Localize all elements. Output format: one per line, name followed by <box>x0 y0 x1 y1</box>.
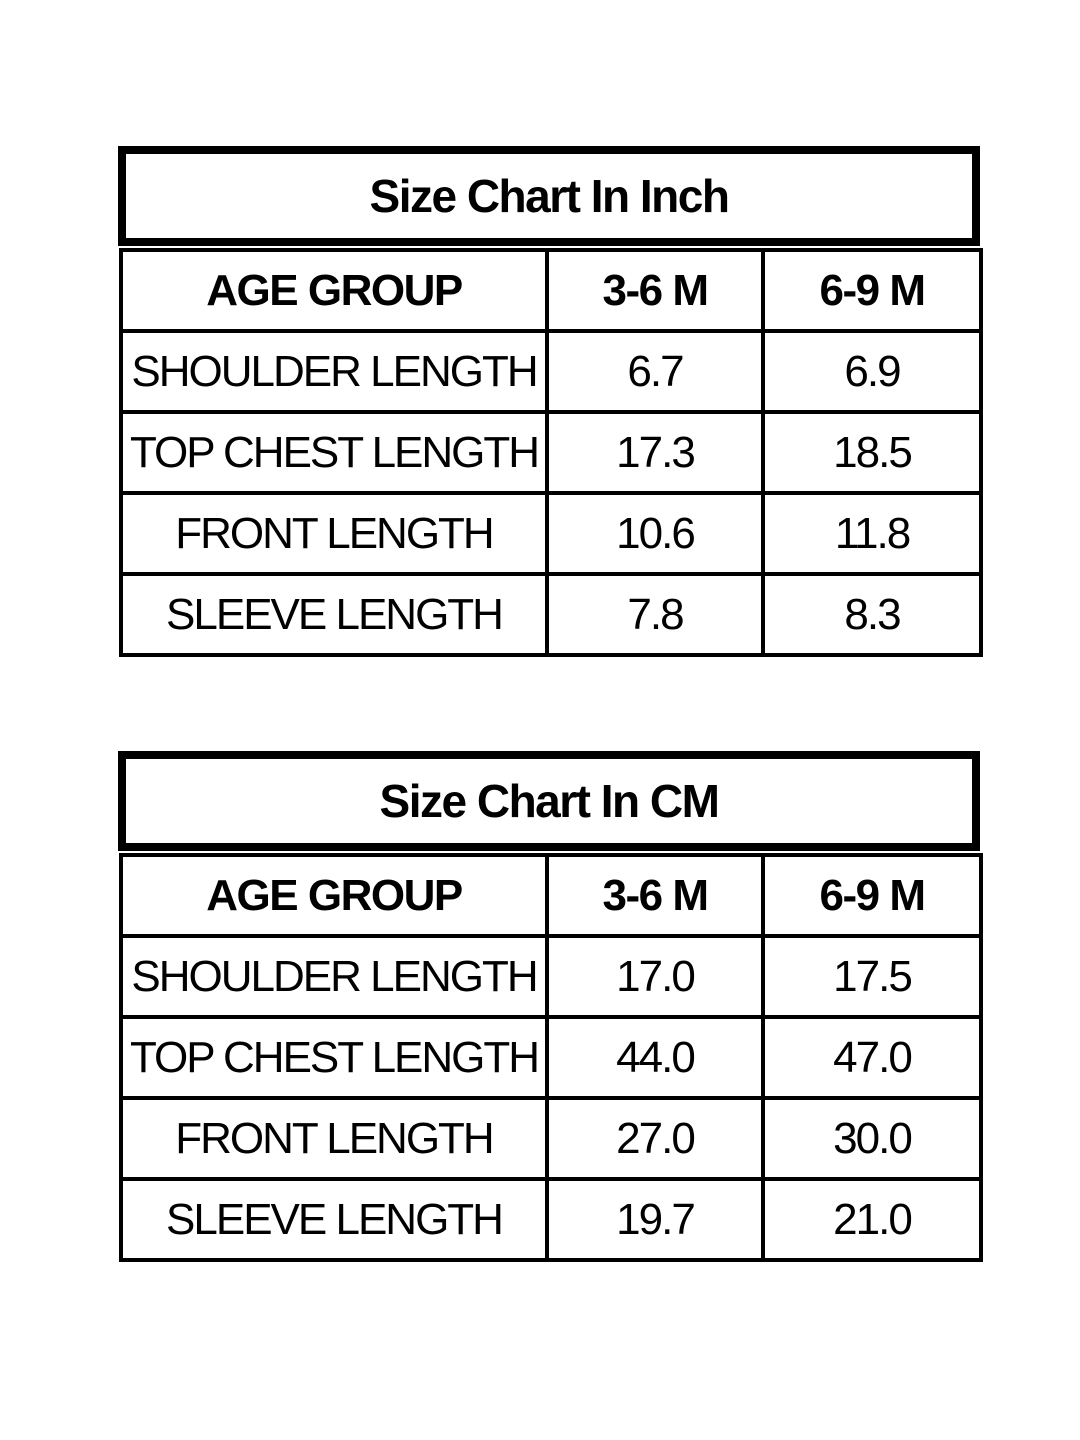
size-table <box>119 248 983 657</box>
cell-value: 17.0 <box>547 936 763 1017</box>
row-label: SLEEVE LENGTH <box>121 1179 547 1260</box>
cell-value: 6.9 <box>763 331 981 412</box>
cell-value: 17.5 <box>763 936 981 1017</box>
cell-value: 8.3 <box>763 574 981 655</box>
table-row <box>121 1017 981 1098</box>
size-chart-inch <box>118 146 980 657</box>
header-label: AGE GROUP <box>121 250 547 331</box>
cell-value: 11.8 <box>763 493 981 574</box>
cell-value: 6.7 <box>547 331 763 412</box>
header-row <box>121 250 981 331</box>
cell-value: 17.3 <box>547 412 763 493</box>
table-row <box>121 1179 981 1260</box>
header-row <box>121 855 981 936</box>
cell-value: 27.0 <box>547 1098 763 1179</box>
size-table <box>119 853 983 1262</box>
table-row <box>121 1098 981 1179</box>
header-col-3-6m: 3-6 M <box>547 250 763 331</box>
row-label: SHOULDER LENGTH <box>121 936 547 1017</box>
header-col-6-9m: 6-9 M <box>763 250 981 331</box>
cell-value: 21.0 <box>763 1179 981 1260</box>
cell-value: 19.7 <box>547 1179 763 1260</box>
chart-title: Size Chart In Inch <box>118 146 980 246</box>
header-label: AGE GROUP <box>121 855 547 936</box>
header-col-3-6m: 3-6 M <box>547 855 763 936</box>
header-col-6-9m: 6-9 M <box>763 855 981 936</box>
row-label: SHOULDER LENGTH <box>121 331 547 412</box>
size-chart-cm <box>118 751 980 1262</box>
table-row <box>121 331 981 412</box>
table-row <box>121 936 981 1017</box>
cell-value: 10.6 <box>547 493 763 574</box>
row-label: FRONT LENGTH <box>121 493 547 574</box>
row-label: FRONT LENGTH <box>121 1098 547 1179</box>
row-label: SLEEVE LENGTH <box>121 574 547 655</box>
chart-title: Size Chart In CM <box>118 751 980 851</box>
table-row <box>121 412 981 493</box>
row-label: TOP CHEST LENGTH <box>121 412 547 493</box>
cell-value: 44.0 <box>547 1017 763 1098</box>
cell-value: 18.5 <box>763 412 981 493</box>
row-label: TOP CHEST LENGTH <box>121 1017 547 1098</box>
cell-value: 30.0 <box>763 1098 981 1179</box>
table-row <box>121 493 981 574</box>
cell-value: 47.0 <box>763 1017 981 1098</box>
cell-value: 7.8 <box>547 574 763 655</box>
table-row <box>121 574 981 655</box>
